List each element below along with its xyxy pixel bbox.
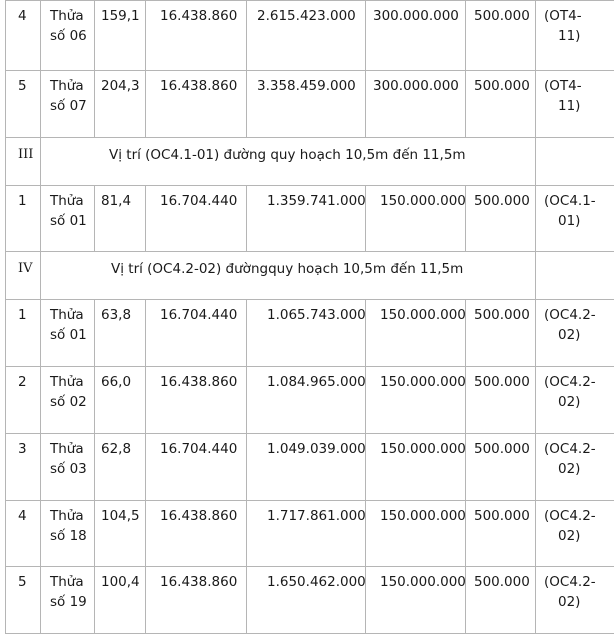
cell-ho-so: 500.000 xyxy=(474,193,530,209)
cell-thanh-tien: 1.650.462.000 xyxy=(267,574,366,590)
cell-don-gia: 16.438.860 xyxy=(160,374,238,390)
cell-dien-tich: 159,1 xyxy=(101,8,140,24)
cell-thua-so-line2: số 18 xyxy=(50,528,87,544)
column-divider xyxy=(40,566,41,633)
column-divider xyxy=(5,433,6,500)
section-title: Vị trí (OC4.2-02) đườngquy hoạch 10,5m đến 11,5m xyxy=(111,261,464,277)
column-divider xyxy=(40,433,41,500)
row-divider xyxy=(5,566,614,567)
column-divider xyxy=(94,500,95,566)
cell-don-gia: 16.704.440 xyxy=(160,193,238,209)
cell-thanh-tien: 2.615.423.000 xyxy=(257,8,356,24)
column-divider xyxy=(246,566,247,633)
column-divider xyxy=(535,299,536,366)
cell-dat-truoc: 300.000.000 xyxy=(373,8,459,24)
cell-don-gia: 16.704.440 xyxy=(160,441,238,457)
cell-ho-so: 500.000 xyxy=(474,78,530,94)
cell-ky-hieu-line2: 02) xyxy=(558,394,581,410)
column-divider xyxy=(145,366,146,433)
column-divider xyxy=(94,299,95,366)
cell-dien-tich: 63,8 xyxy=(101,307,132,323)
column-divider xyxy=(535,500,536,566)
cell-thua-so: Thửa xyxy=(50,441,84,457)
cell-ky-hieu: (OT4- xyxy=(544,78,582,94)
column-divider xyxy=(535,433,536,500)
column-divider xyxy=(246,500,247,566)
cell-thanh-tien: 1.049.039.000 xyxy=(267,441,366,457)
cell-thua-so-line2: số 07 xyxy=(50,98,87,114)
column-divider xyxy=(94,566,95,633)
column-divider xyxy=(145,500,146,566)
cell-don-gia: 16.438.860 xyxy=(160,8,238,24)
column-divider xyxy=(94,0,95,70)
column-divider xyxy=(535,566,536,633)
cell-ho-so: 500.000 xyxy=(474,307,530,323)
cell-dat-truoc: 150.000.000 xyxy=(380,193,466,209)
column-divider xyxy=(246,299,247,366)
row-divider xyxy=(5,366,614,367)
cell-dien-tich: 204,3 xyxy=(101,78,140,94)
cell-thua-so-line2: số 01 xyxy=(50,327,87,343)
column-divider xyxy=(40,70,41,137)
cell-ho-so: 500.000 xyxy=(474,8,530,24)
cell-ky-hieu: (OC4.2- xyxy=(544,508,596,524)
cell-ky-hieu: (OC4.2- xyxy=(544,374,596,390)
column-divider xyxy=(5,185,6,251)
cell-dien-tich: 100,4 xyxy=(101,574,140,590)
cell-ky-hieu-line2: 01) xyxy=(558,213,581,229)
column-divider xyxy=(145,0,146,70)
cell-ky-hieu: (OT4- xyxy=(544,8,582,24)
column-divider xyxy=(535,70,536,137)
column-divider xyxy=(40,366,41,433)
cell-thua-so: Thửa xyxy=(50,374,84,390)
row-divider xyxy=(5,185,614,186)
cell-dien-tich: 66,0 xyxy=(101,374,132,390)
cell-dat-truoc: 150.000.000 xyxy=(380,307,466,323)
cell-don-gia: 16.438.860 xyxy=(160,78,238,94)
column-divider xyxy=(365,70,366,137)
cell-dat-truoc: 150.000.000 xyxy=(380,508,466,524)
column-divider xyxy=(145,70,146,137)
column-divider xyxy=(246,366,247,433)
cell-don-gia: 16.438.860 xyxy=(160,508,238,524)
cell-thua-so-line2: số 03 xyxy=(50,461,87,477)
cell-thua-so-line2: số 19 xyxy=(50,594,87,610)
cell-ky-hieu-line2: 11) xyxy=(558,98,581,114)
cell-dat-truoc: 300.000.000 xyxy=(373,78,459,94)
section-title: Vị trí (OC4.1-01) đường quy hoạch 10,5m đến 11,5m xyxy=(109,147,466,163)
cell-thanh-tien: 1.065.743.000 xyxy=(267,307,366,323)
cell-stt: 5 xyxy=(18,574,27,590)
column-divider xyxy=(94,366,95,433)
cell-thua-so: Thửa xyxy=(50,78,84,94)
column-divider xyxy=(40,500,41,566)
column-divider xyxy=(40,137,41,185)
cell-thua-so-line2: số 02 xyxy=(50,394,87,410)
cell-thua-so: Thửa xyxy=(50,8,84,24)
cell-stt: 4 xyxy=(18,8,27,24)
row-divider xyxy=(5,137,614,138)
cell-ho-so: 500.000 xyxy=(474,508,530,524)
cell-dien-tich: 62,8 xyxy=(101,441,132,457)
column-divider xyxy=(94,433,95,500)
cell-ky-hieu: (OC4.1- xyxy=(544,193,596,209)
row-divider xyxy=(5,299,614,300)
cell-dien-tich: 81,4 xyxy=(101,193,132,209)
column-divider xyxy=(535,366,536,433)
column-divider xyxy=(145,299,146,366)
column-divider xyxy=(145,433,146,500)
row-divider xyxy=(5,251,614,252)
cell-ho-so: 500.000 xyxy=(474,374,530,390)
row-divider xyxy=(5,433,614,434)
column-divider xyxy=(5,251,6,299)
cell-thua-so: Thửa xyxy=(50,508,84,524)
column-divider xyxy=(246,0,247,70)
section-number: III xyxy=(18,147,34,162)
cell-stt: 1 xyxy=(18,307,27,323)
column-divider xyxy=(465,0,466,70)
column-divider xyxy=(535,137,536,185)
column-divider xyxy=(5,70,6,137)
row-divider xyxy=(5,633,614,634)
cell-thanh-tien: 1.359.741.000 xyxy=(267,193,366,209)
section-number: IV xyxy=(18,261,33,276)
cell-ky-hieu: (OC4.2- xyxy=(544,441,596,457)
cell-ky-hieu-line2: 02) xyxy=(558,528,581,544)
cell-ho-so: 500.000 xyxy=(474,574,530,590)
column-divider xyxy=(5,500,6,566)
column-divider xyxy=(40,299,41,366)
column-divider xyxy=(246,70,247,137)
cell-thua-so: Thửa xyxy=(50,193,84,209)
column-divider xyxy=(40,251,41,299)
cell-thanh-tien: 1.717.861.000 xyxy=(267,508,366,524)
cell-dat-truoc: 150.000.000 xyxy=(380,574,466,590)
cell-ky-hieu-line2: 02) xyxy=(558,594,581,610)
column-divider xyxy=(365,0,366,70)
cell-thua-so-line2: số 06 xyxy=(50,28,87,44)
column-divider xyxy=(40,185,41,251)
cell-ky-hieu: (OC4.2- xyxy=(544,574,596,590)
column-divider xyxy=(5,566,6,633)
cell-thanh-tien: 3.358.459.000 xyxy=(257,78,356,94)
column-divider xyxy=(5,0,6,70)
cell-dat-truoc: 150.000.000 xyxy=(380,441,466,457)
row-divider xyxy=(5,0,614,1)
column-divider xyxy=(535,185,536,251)
cell-thua-so: Thửa xyxy=(50,574,84,590)
cell-stt: 3 xyxy=(18,441,27,457)
cell-don-gia: 16.438.860 xyxy=(160,574,238,590)
column-divider xyxy=(535,251,536,299)
column-divider xyxy=(145,185,146,251)
cell-stt: 1 xyxy=(18,193,27,209)
column-divider xyxy=(94,70,95,137)
cell-ky-hieu-line2: 11) xyxy=(558,28,581,44)
cell-stt: 2 xyxy=(18,374,27,390)
column-divider xyxy=(246,185,247,251)
column-divider xyxy=(145,566,146,633)
cell-dat-truoc: 150.000.000 xyxy=(380,374,466,390)
cell-stt: 4 xyxy=(18,508,27,524)
column-divider xyxy=(246,433,247,500)
cell-ho-so: 500.000 xyxy=(474,441,530,457)
column-divider xyxy=(94,185,95,251)
column-divider xyxy=(535,0,536,70)
cell-dien-tich: 104,5 xyxy=(101,508,140,524)
cell-ky-hieu-line2: 02) xyxy=(558,461,581,477)
row-divider xyxy=(5,500,614,501)
row-divider xyxy=(5,70,614,71)
cell-ky-hieu: (OC4.2- xyxy=(544,307,596,323)
cell-thua-so: Thửa xyxy=(50,307,84,323)
column-divider xyxy=(465,70,466,137)
column-divider xyxy=(40,0,41,70)
cell-thua-so-line2: số 01 xyxy=(50,213,87,229)
cell-stt: 5 xyxy=(18,78,27,94)
column-divider xyxy=(5,137,6,185)
cell-don-gia: 16.704.440 xyxy=(160,307,238,323)
column-divider xyxy=(5,366,6,433)
cell-ky-hieu-line2: 02) xyxy=(558,327,581,343)
cell-thanh-tien: 1.084.965.000 xyxy=(267,374,366,390)
column-divider xyxy=(5,299,6,366)
